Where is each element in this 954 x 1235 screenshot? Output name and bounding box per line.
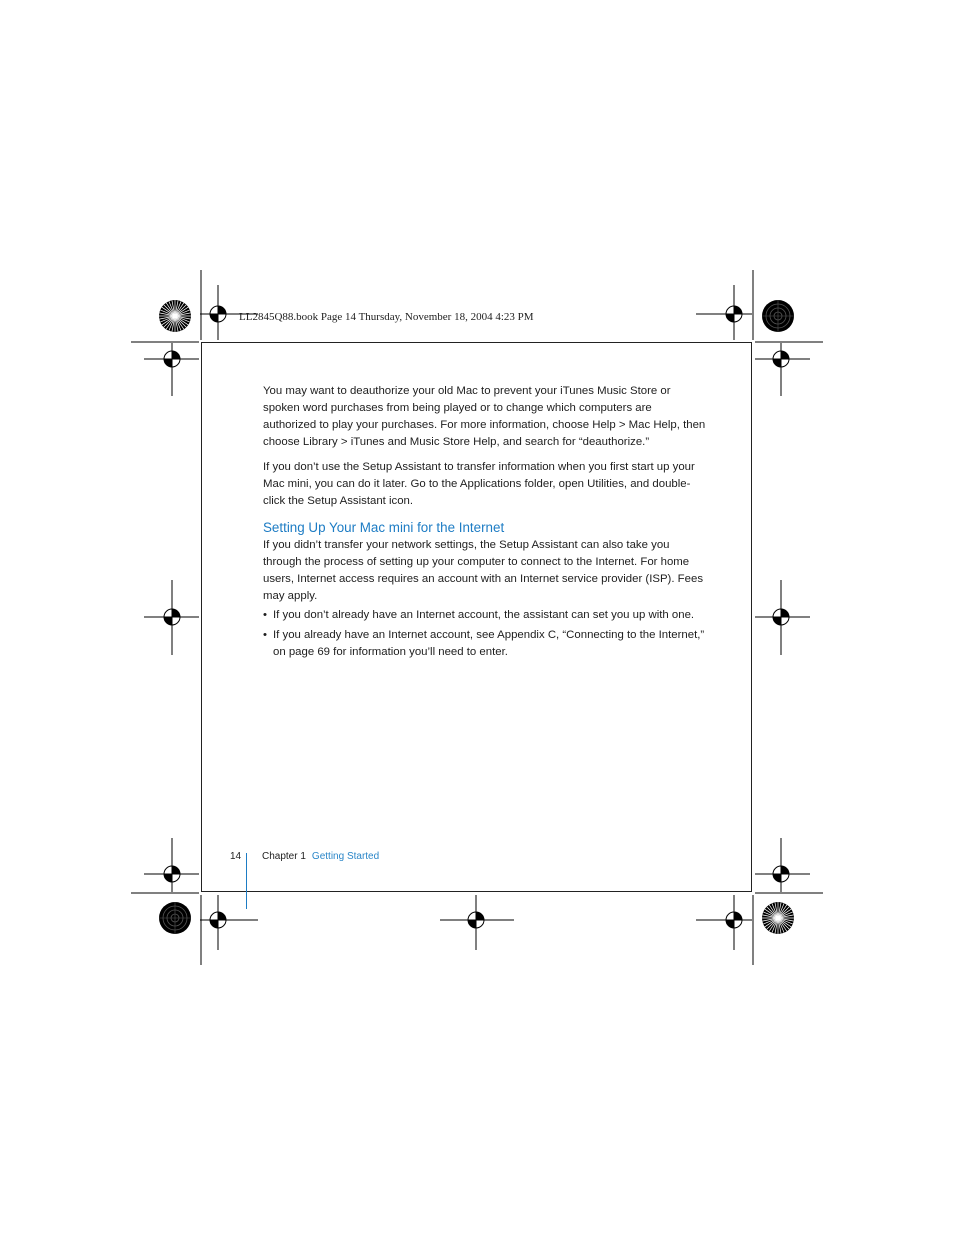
footer-rule [246, 853, 247, 909]
list-item-text: If you already have an Internet account, see Appendix C, “Connecting to the Internet,” on page 69 for information you’ll need to enter. [273, 629, 705, 658]
chapter-title: Getting Started [311, 851, 380, 862]
list-item [263, 607, 708, 624]
footer-chapter [262, 851, 379, 862]
page-number: 14 [230, 851, 242, 862]
section-heading: Setting Up Your Mac mini for the Internet [263, 520, 505, 535]
page-body [263, 383, 708, 664]
bullet-list [263, 607, 708, 661]
list-item [263, 627, 708, 661]
paragraph-setup-assistant: If you don’t use the Setup Assistant to transfer information when you first start up your Mac mini, you can do it later. Go to the Applications folder, open Utilities, and double-click the Setup Assistant icon. [263, 461, 695, 507]
bullet-glyph: • [263, 629, 267, 641]
paragraph-network-settings: If you didn’t transfer your network settings, the Setup Assistant can also take you through the process of setting up your computer to connect to the Internet. For home users, Internet access requires an account with an Internet service provider (ISP). Fees may apply. [263, 539, 704, 602]
list-item-text: If you don’t already have an Internet account, the assistant can set you up with one. [273, 609, 695, 621]
paragraph-deauthorize: You may want to deauthorize your old Mac to prevent your iTunes Music Store or spoken word purchases from being played or to change which computers are authorized to play your purchases. For more information, choose Help > Mac Help, then choose Library > iTunes and Music Store Help, and search for “deauthorize.” [263, 385, 706, 448]
bullet-glyph: • [263, 609, 267, 621]
print-slug: LL2845Q88.book Page 14 Thursday, November 18, 2004 4:23 PM [239, 311, 534, 323]
chapter-label: Chapter 1 [262, 851, 306, 862]
